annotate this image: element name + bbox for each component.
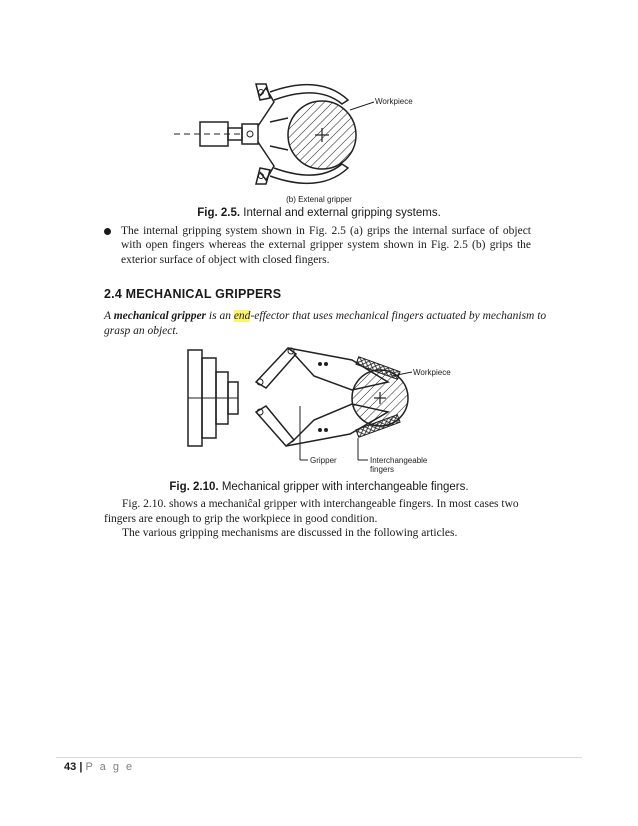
figure-number: Fig. 2.10. bbox=[169, 481, 219, 493]
definition-paragraph bbox=[104, 309, 549, 338]
bullet-paragraph: The internal gripping system shown in Fig. 2.5 (a) grips the internal surface of object with open fingers whereas the external gripper system shown in Fig. 2.5 (b) grips the exterior surface of object with closed fingers. bbox=[121, 225, 531, 266]
highlighted-text: end bbox=[233, 310, 251, 322]
page-word: P a g e bbox=[85, 761, 135, 773]
definition-rest: -effector that uses mechanical fingers actuated by mechanism to grasp an object. bbox=[104, 310, 547, 337]
paragraph-line: Fig. 2.10. shows a mechaniĉal gripper with interchangeable fingers. In most cases two fingers are enough to grip the workpiece in good condition. bbox=[104, 498, 519, 525]
figure-subcaption: (b) Extenal gripper bbox=[286, 195, 352, 204]
gripper-label: Gripper bbox=[310, 456, 337, 465]
body-paragraph bbox=[104, 497, 549, 541]
fingers-label-line1: Interchangeable bbox=[370, 456, 428, 465]
figure-number: Fig. 2.5. bbox=[197, 207, 241, 219]
footer-divider bbox=[56, 757, 582, 758]
figure-caption bbox=[0, 207, 638, 219]
fingers-label-line2: fingers bbox=[370, 465, 395, 474]
external-gripper-figure bbox=[170, 78, 470, 206]
figure-caption-text: Mechanical gripper with interchangeable fingers. bbox=[221, 481, 469, 493]
figure-caption-text: Internal and external gripping systems. bbox=[243, 207, 441, 219]
workpiece-label: Workpiece bbox=[375, 97, 413, 106]
workpiece-label: Workpiece bbox=[413, 368, 451, 377]
definition-mid: is an bbox=[206, 310, 234, 322]
section-heading: 2.4 MECHANICAL GRIPPERS bbox=[104, 287, 282, 301]
definition-prefix: A bbox=[104, 310, 114, 322]
bullet-icon bbox=[104, 228, 111, 235]
page-footer bbox=[64, 761, 134, 773]
paragraph-line: The various gripping mechanisms are discussed in the following articles. bbox=[122, 527, 458, 539]
page-number: 43 bbox=[64, 761, 77, 773]
definition-term: mechanical gripper bbox=[113, 310, 207, 322]
footer-separator: | bbox=[79, 761, 83, 773]
figure-caption bbox=[0, 481, 638, 493]
mechanical-gripper-figure bbox=[180, 342, 460, 482]
